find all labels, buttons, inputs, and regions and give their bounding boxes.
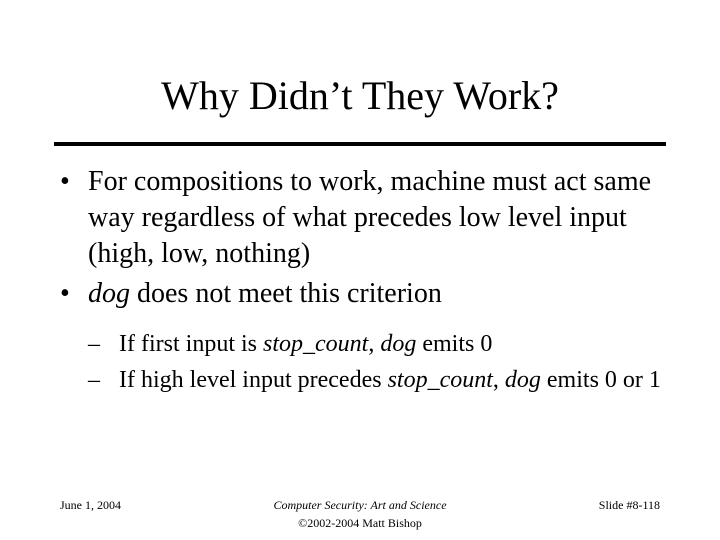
dash-mark: – [88, 367, 100, 393]
slide-body [60, 164, 690, 398]
bullet-text: does not meet this criterion [130, 278, 442, 309]
sub-text: emits 0 [416, 331, 493, 357]
sub-bullet-item [60, 326, 690, 362]
footer-center [200, 496, 520, 532]
footer-date: June 1, 2004 [60, 498, 121, 512]
footer-slide-number: Slide #8-118 [598, 498, 660, 512]
sub-italic-term: dog [380, 331, 417, 357]
sub-text: , [368, 331, 381, 357]
sub-text: emits 0 or 1 [540, 367, 661, 393]
bullet-item [60, 276, 690, 312]
bullet-italic-term: dog [88, 278, 130, 309]
sub-italic-term: dog [504, 367, 541, 393]
bullet-mark: • [60, 278, 70, 309]
sub-text: , [492, 367, 505, 393]
title-underline [54, 142, 666, 146]
sub-bullet-list [60, 326, 690, 398]
dash-mark: – [88, 331, 100, 357]
slide-title: Why Didn’t They Work? [161, 73, 559, 118]
sub-bullet-item [60, 362, 690, 398]
footer-copyright: ©2002-2004 Matt Bishop [298, 516, 422, 530]
sub-text: If first input is [119, 331, 263, 357]
bullet-item [60, 164, 690, 272]
sub-text: If high level input precedes [119, 367, 388, 393]
footer-book-title: Computer Security: Art and Science [273, 498, 447, 512]
bullet-mark: • [60, 166, 70, 197]
sub-italic-term: stop_count [263, 331, 369, 357]
bullet-text: For compositions to work, machine must act same way regardless of what precedes low level input (high, low, nothing) [88, 166, 652, 269]
sub-italic-term: stop_count [387, 367, 493, 393]
